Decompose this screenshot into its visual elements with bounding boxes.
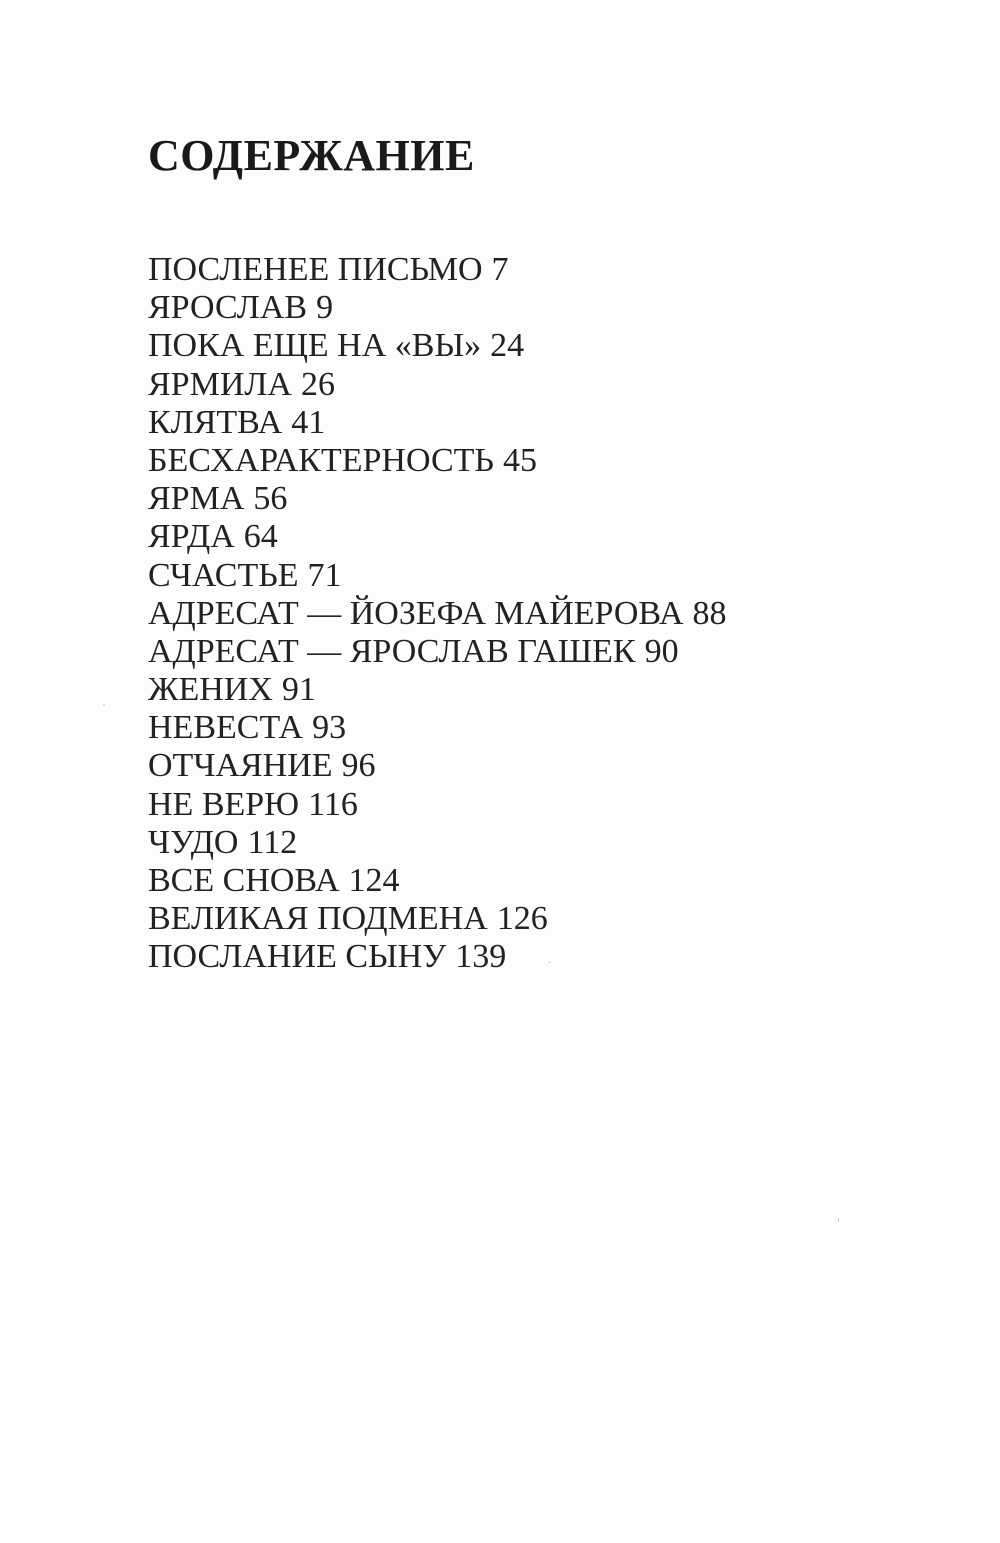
scan-speck bbox=[548, 962, 551, 963]
toc-entry bbox=[148, 900, 727, 938]
toc-entry-page: 7 bbox=[491, 251, 509, 288]
toc-entry bbox=[148, 938, 727, 976]
toc-entry-page: 96 bbox=[341, 747, 376, 785]
toc-entry bbox=[148, 557, 727, 595]
toc-entry bbox=[148, 518, 727, 556]
toc-entry bbox=[148, 442, 727, 480]
toc-entry-title: ЯРМИЛА bbox=[148, 365, 292, 403]
toc-entry bbox=[148, 595, 727, 633]
toc-entry-page: 45 bbox=[502, 441, 537, 479]
toc-entry-title: ПОСЛЕНЕЕ ПИСЬМО bbox=[148, 251, 483, 288]
toc-entry-title: ПОКА ЕЩЕ НА «ВЫ» bbox=[148, 327, 482, 365]
toc-entry bbox=[148, 862, 727, 900]
scan-speck bbox=[103, 704, 105, 706]
toc-entry-page: 41 bbox=[291, 403, 326, 441]
toc-entry-page: 9 bbox=[316, 289, 334, 327]
toc-entry bbox=[148, 633, 727, 671]
toc-entry-page: 88 bbox=[692, 594, 727, 632]
toc-heading: СОДЕРЖАНИЕ bbox=[148, 131, 475, 180]
toc-entry-title: АДРЕСАТ — ЙОЗЕФА МАЙЕРОВА bbox=[148, 594, 684, 632]
toc-entry-page: 112 bbox=[247, 823, 298, 861]
toc-entry bbox=[148, 289, 727, 327]
toc-entry-page: 71 bbox=[307, 556, 342, 594]
toc-entry-page: 26 bbox=[301, 365, 335, 403]
toc-entry bbox=[148, 824, 727, 862]
toc-entry bbox=[148, 251, 727, 289]
toc-entry bbox=[148, 671, 727, 709]
toc-entry-title: ВСЕ СНОВА bbox=[148, 862, 340, 899]
toc-entry-title: КЛЯТВА bbox=[148, 403, 283, 441]
toc-entry-title: ЧУДО bbox=[148, 823, 239, 861]
toc-entry-title: ЯРОСЛАВ bbox=[148, 289, 308, 327]
toc-entry-page: 24 bbox=[490, 327, 525, 365]
toc-entry bbox=[148, 327, 727, 365]
toc-entry-page: 139 bbox=[455, 938, 507, 976]
toc-entry bbox=[148, 786, 727, 824]
toc-entry-title: НЕ ВЕРЮ bbox=[148, 785, 300, 823]
toc-entry-title: НЕВЕСТА bbox=[148, 709, 304, 747]
toc-entry bbox=[148, 747, 727, 785]
toc-entry-title: ЖЕНИХ bbox=[148, 671, 273, 709]
toc-entry-title: ЯРМА bbox=[148, 480, 245, 518]
toc-entry-title: БЕСХАРАКТЕРНОСТЬ bbox=[148, 441, 494, 479]
toc-entry bbox=[148, 404, 727, 442]
toc-entry-title: АДРЕСАТ — ЯРОСЛАВ ГАШЕК bbox=[148, 632, 636, 670]
table-of-contents bbox=[148, 251, 727, 977]
toc-entry-page: 64 bbox=[243, 518, 278, 556]
scan-speck bbox=[838, 1218, 839, 1222]
toc-entry bbox=[148, 480, 727, 518]
toc-entry-title: ПОСЛАНИЕ СЫНУ bbox=[148, 938, 447, 976]
toc-entry-title: СЧАСТЬЕ bbox=[148, 556, 299, 594]
toc-entry-title: ОТЧАЯНИЕ bbox=[148, 747, 333, 785]
toc-entry-title: ВЕЛИКАЯ ПОДМЕНА bbox=[148, 900, 488, 938]
toc-entry-page: 124 bbox=[348, 862, 400, 899]
toc-entry-page: 116 bbox=[308, 785, 358, 823]
toc-entry-title: ЯРДА bbox=[148, 518, 235, 556]
toc-entry-page: 56 bbox=[253, 480, 288, 518]
toc-entry-page: 90 bbox=[644, 632, 679, 670]
toc-entry-page: 93 bbox=[312, 709, 347, 747]
toc-entry bbox=[148, 366, 727, 404]
toc-entry bbox=[148, 709, 727, 747]
toc-entry-page: 91 bbox=[281, 671, 316, 709]
toc-entry-page: 126 bbox=[496, 900, 548, 938]
